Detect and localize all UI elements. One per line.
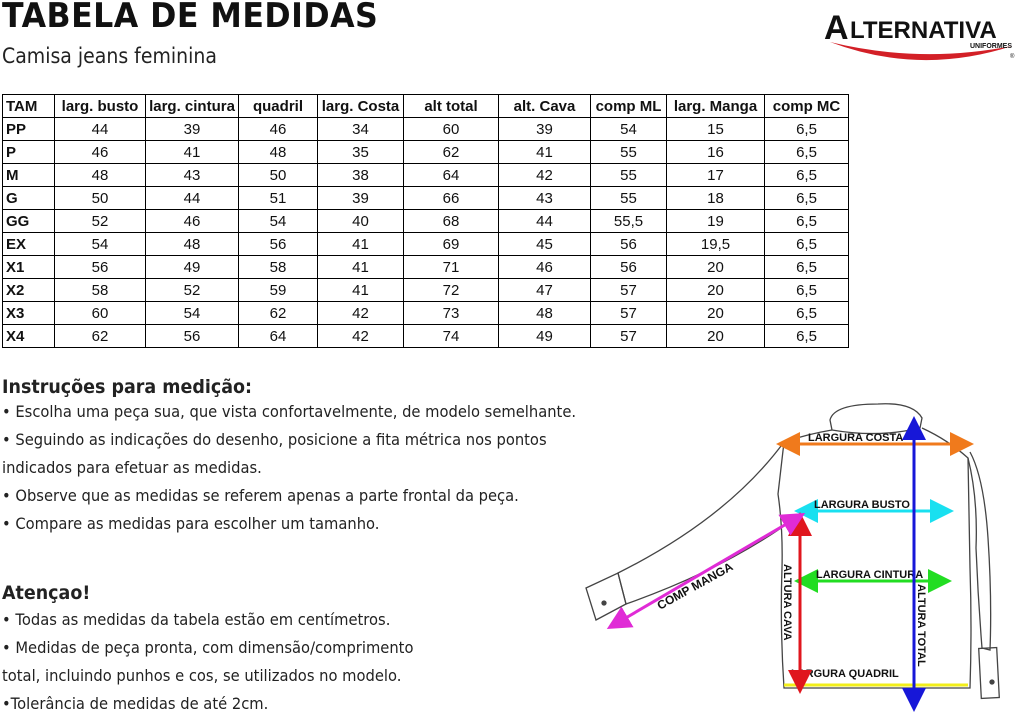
- table-cell: 48: [55, 164, 146, 187]
- cuff-left: [586, 573, 626, 620]
- table-cell: 60: [55, 302, 146, 325]
- column-header: larg. Costa: [318, 95, 404, 118]
- table-cell: 48: [146, 233, 239, 256]
- table-cell: 6,5: [765, 118, 849, 141]
- page-title: TABELA DE MEDIDAS: [2, 0, 379, 36]
- size-cell: PP: [3, 118, 55, 141]
- instructions-title: Instruções para medição:: [2, 376, 253, 398]
- attention-title: Atençao!: [2, 582, 91, 604]
- attention-section: [2, 582, 482, 718]
- table-cell: 52: [146, 279, 239, 302]
- table-cell: 52: [55, 210, 146, 233]
- table-cell: 66: [404, 187, 499, 210]
- column-header: comp MC: [765, 95, 849, 118]
- table-cell: 62: [55, 325, 146, 348]
- table-cell: 39: [146, 118, 239, 141]
- table-cell: 54: [146, 302, 239, 325]
- table-cell: 55: [591, 141, 667, 164]
- table-cell: 56: [55, 256, 146, 279]
- table-cell: 56: [591, 256, 667, 279]
- collar: [830, 404, 922, 434]
- table-cell: 6,5: [765, 279, 849, 302]
- table-cell: 48: [499, 302, 591, 325]
- table-cell: 20: [667, 256, 765, 279]
- table-cell: 49: [499, 325, 591, 348]
- size-table: [2, 94, 849, 348]
- table-cell: 6,5: [765, 233, 849, 256]
- table-row: [3, 325, 849, 348]
- table-cell: 54: [591, 118, 667, 141]
- altura-cava-label: ALTURA CAVA: [781, 564, 793, 641]
- table-cell: 15: [667, 118, 765, 141]
- table-row: [3, 256, 849, 279]
- column-header: quadril: [239, 95, 318, 118]
- instruction-line: • Observe que as medidas se referem apenas a parte frontal da peça.: [2, 486, 519, 505]
- logo-registered: ®: [1010, 54, 1015, 60]
- table-row: [3, 279, 849, 302]
- table-cell: 19,5: [667, 233, 765, 256]
- table-cell: 43: [146, 164, 239, 187]
- logo-tagline: UNIFORMES: [970, 43, 1012, 50]
- table-cell: 40: [318, 210, 404, 233]
- size-cell: X3: [3, 302, 55, 325]
- table-cell: 60: [404, 118, 499, 141]
- table-cell: 69: [404, 233, 499, 256]
- table-cell: 17: [667, 164, 765, 187]
- column-header: larg. busto: [55, 95, 146, 118]
- size-cell: P: [3, 141, 55, 164]
- table-cell: 54: [55, 233, 146, 256]
- table-cell: 18: [667, 187, 765, 210]
- button-icon: [990, 680, 994, 684]
- table-cell: 46: [499, 256, 591, 279]
- table-cell: 39: [499, 118, 591, 141]
- table-cell: 50: [55, 187, 146, 210]
- table-cell: 45: [499, 233, 591, 256]
- table-cell: 6,5: [765, 325, 849, 348]
- comp-manga-label: COMP MANGA: [654, 559, 736, 613]
- table-cell: 41: [499, 141, 591, 164]
- largura-quadril-label: LARGURA QUADRIL: [791, 668, 899, 680]
- table-row: [3, 302, 849, 325]
- table-body: [3, 118, 849, 348]
- table-cell: 41: [318, 233, 404, 256]
- table-cell: 47: [499, 279, 591, 302]
- table-cell: 55,5: [591, 210, 667, 233]
- instruction-line: • Seguindo as indicações do desenho, posicione a fita métrica nos pontos: [2, 430, 547, 449]
- table-cell: 56: [239, 233, 318, 256]
- table-cell: 41: [318, 256, 404, 279]
- table-cell: 46: [146, 210, 239, 233]
- size-cell: G: [3, 187, 55, 210]
- size-cell: GG: [3, 210, 55, 233]
- largura-cintura-label: LARGURA CINTURA: [816, 569, 924, 581]
- table-cell: 59: [239, 279, 318, 302]
- attention-line: total, incluindo punhos e cos, se utilizados no modelo.: [2, 666, 402, 685]
- table-cell: 68: [404, 210, 499, 233]
- table-cell: 46: [239, 118, 318, 141]
- size-cell: EX: [3, 233, 55, 256]
- shirt-measurement-diagram: [578, 398, 1024, 719]
- size-cell: M: [3, 164, 55, 187]
- column-header: alt. Cava: [499, 95, 591, 118]
- instruction-line: • Escolha uma peça sua, que vista confortavelmente, de modelo semelhante.: [2, 402, 577, 421]
- table-cell: 49: [146, 256, 239, 279]
- logo-name: LTERNATIVA: [850, 17, 997, 44]
- table-cell: 19: [667, 210, 765, 233]
- table-cell: 51: [239, 187, 318, 210]
- size-cell: X4: [3, 325, 55, 348]
- altura-total-label: ALTURA TOTAL: [915, 584, 927, 667]
- table-row: [3, 187, 849, 210]
- column-header: comp ML: [591, 95, 667, 118]
- column-header-size: TAM: [3, 95, 55, 118]
- table-cell: 38: [318, 164, 404, 187]
- table-cell: 39: [318, 187, 404, 210]
- cuff-right: [979, 648, 1000, 699]
- table-cell: 41: [318, 279, 404, 302]
- table-cell: 72: [404, 279, 499, 302]
- table-cell: 42: [499, 164, 591, 187]
- table-cell: 20: [667, 279, 765, 302]
- table-cell: 6,5: [765, 210, 849, 233]
- table-row: [3, 233, 849, 256]
- table-cell: 48: [239, 141, 318, 164]
- column-header: alt total: [404, 95, 499, 118]
- table-cell: 20: [667, 302, 765, 325]
- table-cell: 73: [404, 302, 499, 325]
- instruction-line: • Compare as medidas para escolher um tamanho.: [2, 514, 380, 533]
- table-cell: 44: [146, 187, 239, 210]
- button-icon: [602, 601, 606, 605]
- table-cell: 74: [404, 325, 499, 348]
- table-cell: 57: [591, 279, 667, 302]
- table-cell: 44: [499, 210, 591, 233]
- table-cell: 57: [591, 302, 667, 325]
- brand-logo: [820, 6, 1020, 66]
- table-cell: 16: [667, 141, 765, 164]
- table-cell: 42: [318, 302, 404, 325]
- attention-line: • Todas as medidas da tabela estão em centímetros.: [2, 610, 391, 629]
- table-cell: 6,5: [765, 187, 849, 210]
- instructions-section: [2, 376, 592, 538]
- table-header-row: [3, 95, 849, 118]
- table-row: [3, 118, 849, 141]
- table-cell: 41: [146, 141, 239, 164]
- table-cell: 55: [591, 187, 667, 210]
- shirt-body: [778, 428, 971, 688]
- table-cell: 58: [55, 279, 146, 302]
- table-cell: 57: [591, 325, 667, 348]
- column-header: larg. cintura: [146, 95, 239, 118]
- table-cell: 58: [239, 256, 318, 279]
- table-cell: 64: [404, 164, 499, 187]
- table-cell: 6,5: [765, 302, 849, 325]
- column-header: larg. Manga: [667, 95, 765, 118]
- table-cell: 56: [146, 325, 239, 348]
- largura-busto-label: LARGURA BUSTO: [814, 499, 910, 511]
- attention-line: • Medidas de peça pronta, com dimensão/comprimento: [2, 638, 414, 657]
- table-row: [3, 164, 849, 187]
- table-cell: 35: [318, 141, 404, 164]
- table-row: [3, 210, 849, 233]
- table-cell: 50: [239, 164, 318, 187]
- size-cell: X2: [3, 279, 55, 302]
- table-row: [3, 141, 849, 164]
- table-cell: 42: [318, 325, 404, 348]
- logo-initial: A: [824, 9, 849, 47]
- page-subtitle: Camisa jeans feminina: [2, 44, 217, 68]
- table-cell: 56: [591, 233, 667, 256]
- table-cell: 6,5: [765, 141, 849, 164]
- table-cell: 62: [239, 302, 318, 325]
- shirt-outline: [586, 404, 999, 699]
- table-cell: 6,5: [765, 256, 849, 279]
- instruction-line: indicados para efetuar as medidas.: [2, 458, 262, 477]
- table-cell: 55: [591, 164, 667, 187]
- table-cell: 34: [318, 118, 404, 141]
- attention-line: •Tolerância de medidas de até 2cm.: [2, 694, 269, 713]
- table-cell: 62: [404, 141, 499, 164]
- size-cell: X1: [3, 256, 55, 279]
- table-cell: 20: [667, 325, 765, 348]
- table-cell: 46: [55, 141, 146, 164]
- table-cell: 71: [404, 256, 499, 279]
- largura-costa-label: LARGURA COSTA: [808, 432, 904, 444]
- table-cell: 64: [239, 325, 318, 348]
- table-cell: 44: [55, 118, 146, 141]
- table-cell: 43: [499, 187, 591, 210]
- table-cell: 6,5: [765, 164, 849, 187]
- table-cell: 54: [239, 210, 318, 233]
